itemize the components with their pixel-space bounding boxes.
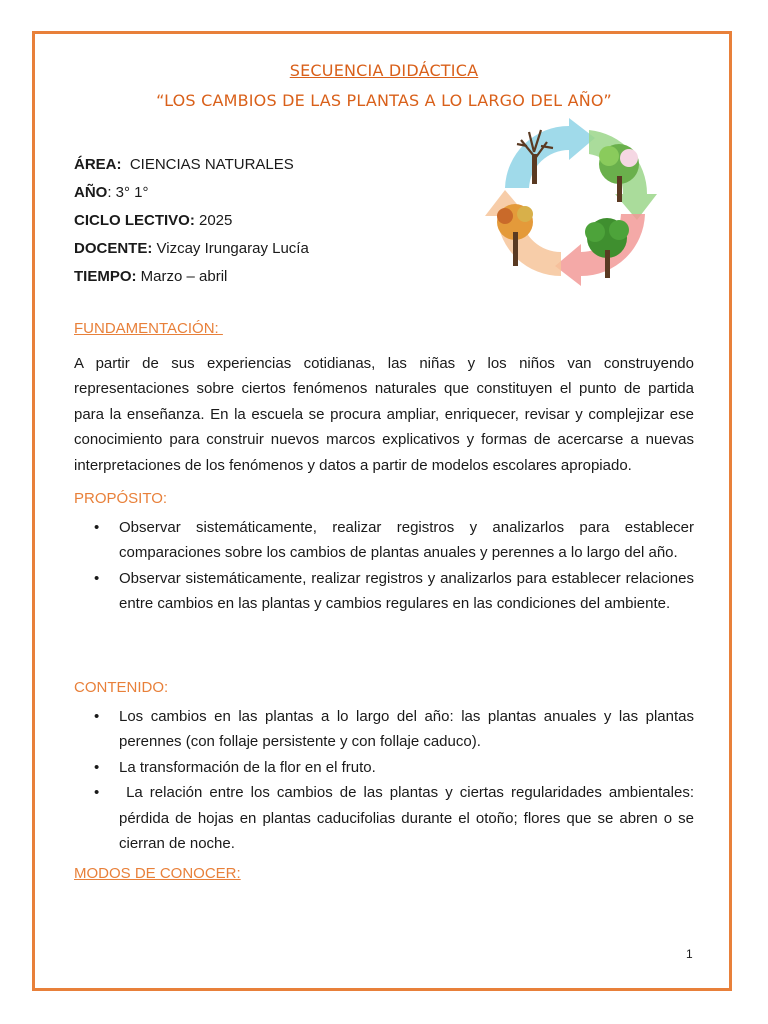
modos-heading: MODOS DE CONOCER:: [74, 865, 241, 882]
bullet-icon: •: [94, 569, 100, 587]
fundamentacion-text: A partir de sus experiencias cotidianas, las niñas y los niños van construyendo representaciones sobre ciertos fenómenos naturales que constituyen el punto de partida para la enseñanza. En la escuela se procura ampliar, enriquecer, revisar y complejizar ese conocimiento para construir nuevos marcos explicativos y formas de acercarse a nuevas interpretaciones de los fenómenos y datos a partir de modelos escolares apropiado.: [74, 355, 694, 474]
list-item: [74, 515, 694, 566]
contenido-item-text: La relación entre los cambios de las plantas y ciertas regularidades ambientales: pérdida de hojas en plantas caducifolias durante el otoño; flores que se abren o se cierran de noche.: [119, 784, 699, 853]
proposito-item-text: Observar sistemáticamente, realizar registros y analizarlos para establecer comparaciones sobre los cambios de plantas anuales y perennes a lo largo del año.: [119, 519, 694, 562]
bullet-icon: •: [94, 519, 100, 536]
page-number: 1: [686, 947, 693, 961]
proposito-item-text: Observar sistemáticamente, realizar registros y analizarlos para establecer relaciones entre cambios en las plantas y cambios regulares en las condiciones del ambiente.: [119, 569, 694, 613]
contenido-item-text: La transformación de la flor en el fruto.: [119, 758, 376, 776]
bullet-icon: •: [94, 708, 100, 725]
proposito-heading: PROPÓSITO:: [74, 490, 168, 507]
docente-label: DOCENTE:: [74, 240, 153, 257]
bullet-icon: •: [94, 758, 100, 776]
tiempo-value: Marzo – abril: [136, 268, 228, 285]
docente-value: Vizcay Irungaray Lucía: [152, 240, 309, 257]
anio-label: AÑO: [74, 184, 108, 201]
list-item: [74, 704, 694, 755]
area-row: [74, 151, 309, 179]
contenido-list: [74, 704, 699, 856]
tiempo-label: TIEMPO:: [74, 268, 137, 285]
document-subtitle: “LOS CAMBIOS DE LAS PLANTAS A LO LARGO DEL AÑO”: [156, 91, 612, 110]
list-item: [74, 566, 694, 617]
fundamentacion-heading: FUNDAMENTACIÓN:: [74, 320, 223, 337]
arrow-winter-icon: [505, 118, 595, 188]
area-value: CIENCIAS NATURALES: [121, 156, 294, 173]
bullet-icon: •: [94, 784, 100, 802]
list-item: [74, 755, 694, 780]
docente-row: [74, 235, 309, 263]
anio-row: [74, 179, 309, 207]
proposito-list: [74, 515, 694, 617]
ciclo-row: [74, 207, 309, 235]
ciclo-label: CICLO LECTIVO:: [74, 212, 195, 229]
ciclo-value: 2025: [194, 212, 233, 229]
document-title: SECUENCIA DIDÁCTICA: [289, 61, 479, 80]
contenido-heading: CONTENIDO:: [74, 679, 169, 696]
tiempo-row: [74, 263, 309, 291]
seasons-cycle-icon: [477, 116, 661, 290]
info-block: [74, 151, 309, 291]
anio-value: : 3° 1°: [107, 184, 149, 201]
list-item: [74, 780, 699, 856]
contenido-item-text: Los cambios en las plantas a lo largo del año: las plantas anuales y las plantas perennes (con follaje persistente y con follaje caduco).: [119, 708, 694, 751]
area-label: ÁREA:: [74, 156, 122, 173]
